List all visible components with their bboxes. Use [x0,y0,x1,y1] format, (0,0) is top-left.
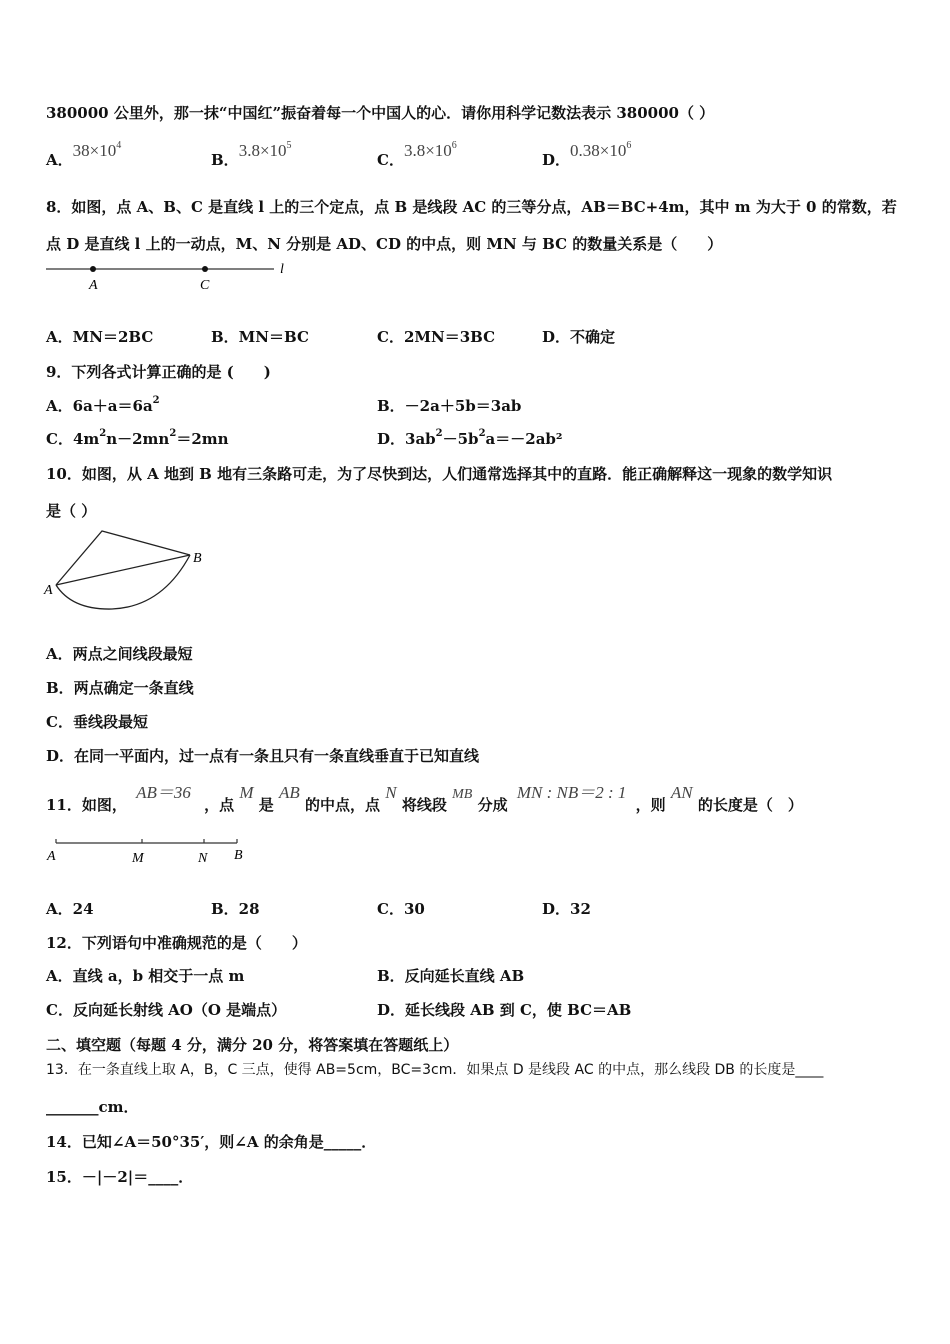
q10-straight-path [56,555,190,585]
q10-option-c: C．垂线段最短 [46,713,148,731]
q8-figure [44,260,294,292]
q12-option-b: B．反向延长直线 AB [377,967,525,985]
q7-option-c: C．$3.8\times 10^6$ [377,140,457,169]
section2-heading: 二、填空题（每题 4 分，满分 20 分，将答案填在答题纸上） [46,1036,459,1054]
q8-option-b: B．MN＝BC [211,328,309,346]
q10-figure [42,525,217,615]
q7-option-a: A．$38\times 10^4$ [46,140,122,169]
q10-option-a: A．两点之间线段最短 [46,645,193,663]
q8-stem-line1: 8．如图，点 A、B、C 是直线 l 上的三个定点，点 B 是线段 AC 的三等分点，AB＝BC+4m，其中 m 为大于 0 的常数，若 [46,198,897,216]
q15-text: 15．－|－2|＝____． [46,1168,194,1186]
q10-stem-line1: 10．如图，从 A 地到 B 地有三条路可走，为了尽快到达，人们通常选择其中的直路．能正确解释这一现象的数学知识 [46,465,833,483]
q10-stem-line2: 是（ ） [46,502,97,520]
q9-option-c: C．$4m^2n-2mn^2=2mn$ [46,428,229,448]
q8-option-a: A．MN＝2BC [46,328,154,346]
q8-stem-line2: 点 D 是直线 l 上的一动点，M、N 分别是 AD、CD 的中点，则 MN 与 BC 的数量关系是（ ） [46,235,723,253]
q10-option-d: D．在同一平面内，过一点有一条且只有一条直线垂直于已知直线 [46,747,480,765]
q7-stem: 380000 公里外，那一抹“中国红”振奋着每一个中国人的心．请你用科学记数法表示 380000（ ） [46,104,715,122]
q14-text: 14．已知∠A＝50°35′，则∠A 的余角是_____． [46,1133,377,1151]
q11-option-d: D．32 [542,900,591,918]
q8-label-c: C [200,278,210,292]
q8-option-d: D．不确定 [542,328,616,346]
q10-lower-path [56,555,190,609]
q10-upper-path [56,531,190,585]
q11-label-n: N [198,851,208,866]
q11-option-b: B．28 [211,900,260,918]
q11-option-c: C．30 [377,900,425,918]
q8-point-c [202,266,208,272]
q13-line1: 13．在一条直线上取 A，B，C 三点，使得 AB=5cm，BC=3cm．如果点 D 是线段 AC 的中点，那么线段 DB 的长度是____ [46,1062,824,1078]
q11-option-a: A．24 [46,900,94,918]
q11-stem: 11．如图， AB＝36 ，点 M 是 AB 的中点，点 N 将线段 MB 分成 MN : NB＝2 : 1 ，则 AN 的长度是（ ） [46,783,803,814]
q10-label-b: B [193,551,202,566]
q8-label-l: l [280,262,284,277]
q8-option-c: C．2MN＝3BC [377,328,496,346]
q12-option-a: A．直线 a，b 相交于一点 m [46,967,245,985]
q8-point-a [90,266,96,272]
q13-line2: _______cm． [46,1098,139,1116]
q11-label-b: B [234,848,243,863]
q8-label-a: A [89,278,98,292]
q9-option-b: B．－2a＋5b＝3ab [377,397,522,415]
q10-option-b: B．两点确定一条直线 [46,679,194,697]
q9-option-d: D．$3ab^2-5b^2a=-2ab^2$ [377,428,563,448]
q11-label-m: M [132,851,144,866]
q7-option-d: D．$0.38\times 10^6$ [542,140,632,169]
q12-stem: 12．下列语句中准确规范的是（ ） [46,934,307,952]
q7-option-b: B．$3.8\times 10^5$ [211,140,292,169]
q9-stem: 9．下列各式计算正确的是 ( ) [46,363,271,381]
q11-label-a: A [47,849,56,864]
q10-label-a: A [44,583,53,598]
q12-option-c: C．反向延长射线 AO（O 是端点） [46,1001,287,1019]
q11-figure [44,834,254,866]
q12-option-d: D．延长线段 AB 到 C，使 BC＝AB [377,1001,632,1019]
q9-option-a: A．$6a+a=6a^2$ [46,395,160,415]
